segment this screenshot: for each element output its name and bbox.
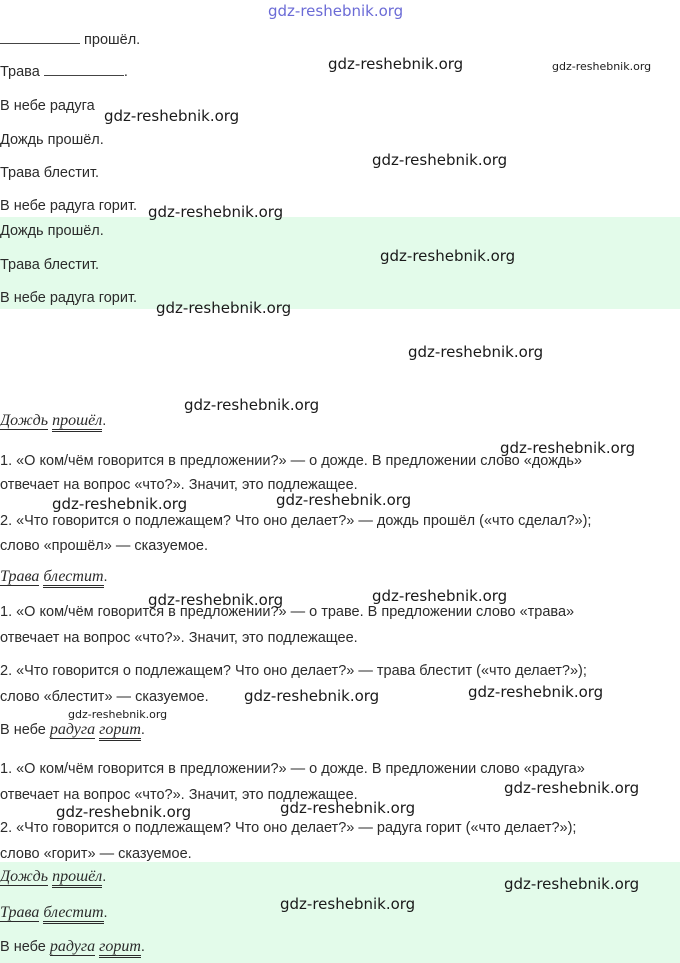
analysis-2-step-2-line-1: 2. «Что говорится о подлежащем? Что оно делает?» — трава блестит («что делает?»); [0,663,587,679]
sentence-prefix: В небе [0,939,46,955]
analysis-2-step-1-line-1: 1. «О ком/чём говорится в предложении?» — о траве. В предложении слово «трава» [0,604,575,620]
predicate-word: блестит [43,904,103,924]
sentence-prefix: В небе [0,722,46,738]
subject-word: радуга [49,721,96,738]
analysis-2-step-1-line-2: отвечает на вопрос «что?». Значит, это подлежащее. [0,630,358,646]
watermark-text: gdz-reshebnik.org [148,591,284,609]
final-sentence-1 [0,868,106,886]
blank-line-2-suffix: . [123,64,128,80]
watermark-text: gdz-reshebnik.org [328,55,464,73]
parsed-sentence-1 [0,412,106,430]
watermark-text: gdz-reshebnik.org [56,803,192,821]
watermark-text: gdz-reshebnik.org [468,683,604,701]
watermark-text: gdz-reshebnik.org [408,343,544,361]
watermark-text: gdz-reshebnik.org [500,439,636,457]
watermark-text: gdz-reshebnik.org [184,396,320,414]
parsed-sentence-3 [0,721,145,739]
draft-sentence-1: Дождь прошёл. [0,132,104,148]
predicate-word: прошёл [52,412,102,432]
watermark-text: gdz-reshebnik.org [104,107,240,125]
subject-word: Дождь [0,412,49,429]
blank-line-1 [0,31,140,49]
sentence-end: . [102,869,107,885]
watermark-text: gdz-reshebnik.org [268,2,404,20]
predicate-word: горит [99,938,141,958]
watermark-text: gdz-reshebnik.org [156,299,292,317]
answer-sentence-2: Трава блестит. [0,257,100,273]
analysis-1-step-2-line-2: слово «прошёл» — сказуемое. [0,538,208,554]
final-sentence-2 [0,904,108,922]
watermark-text: gdz-reshebnik.org [276,491,412,509]
answer-sentence-3: В небе радуга горит. [0,290,138,306]
analysis-3-step-1-line-1: 1. «О ком/чём говорится в предложении?» — о дожде. В предложении слово «радуга» [0,761,585,777]
watermark-text: gdz-reshebnik.org [52,495,188,513]
blank-field [0,31,80,44]
watermark-text: gdz-reshebnik.org [372,587,508,605]
parsed-sentence-2 [0,568,108,586]
watermark-text: gdz-reshebnik.org [68,708,168,721]
blank-line-2-prefix: Трава [0,64,40,80]
watermark-text: gdz-reshebnik.org [244,687,380,705]
draft-sentence-2: Трава блестит. [0,165,100,181]
blank-line-3: В небе радуга [0,98,95,114]
final-sentence-3 [0,938,145,956]
subject-word: радуга [49,938,96,955]
sentence-end: . [140,939,145,955]
subject-word: Дождь [0,868,49,885]
sentence-end: . [102,413,107,429]
analysis-3-step-2-line-1: 2. «Что говорится о подлежащем? Что оно делает?» — радуга горит («что делает?»); [0,820,577,836]
analysis-2-step-2-line-2: слово «блестит» — сказуемое. [0,689,209,705]
subject-word: Трава [0,568,40,585]
predicate-word: горит [99,721,141,741]
answer-sentence-1: Дождь прошёл. [0,223,104,239]
subject-word: Трава [0,904,40,921]
watermark-text: gdz-reshebnik.org [280,895,416,913]
sentence-end: . [103,905,108,921]
analysis-3-step-1-line-2: отвечает на вопрос «что?». Значит, это подлежащее. [0,787,358,803]
watermark-text: gdz-reshebnik.org [504,875,640,893]
watermark-text: gdz-reshebnik.org [372,151,508,169]
analysis-3-step-2-line-2: слово «горит» — сказуемое. [0,846,192,862]
sentence-end: . [140,722,145,738]
watermark-text: gdz-reshebnik.org [552,60,652,73]
watermark-text: gdz-reshebnik.org [148,203,284,221]
predicate-word: прошёл [52,868,102,888]
draft-sentence-3: В небе радуга горит. [0,198,138,214]
analysis-1-step-1-line-2: отвечает на вопрос «что?». Значит, это подлежащее. [0,477,358,493]
analysis-1-step-2-line-1: 2. «Что говорится о подлежащем? Что оно делает?» — дождь прошёл («что сделал?»); [0,513,592,529]
predicate-word: блестит [43,568,103,588]
blank-field [44,63,124,76]
blank-line-1-suffix: прошёл. [84,32,141,48]
analysis-1-step-1-line-1: 1. «О ком/чём говорится в предложении?» — о дожде. В предложении слово «дождь» [0,453,582,469]
sentence-end: . [103,569,108,585]
watermark-text: gdz-reshebnik.org [504,779,640,797]
watermark-text: gdz-reshebnik.org [380,247,516,265]
blank-line-2 [0,63,128,81]
watermark-text: gdz-reshebnik.org [280,799,416,817]
